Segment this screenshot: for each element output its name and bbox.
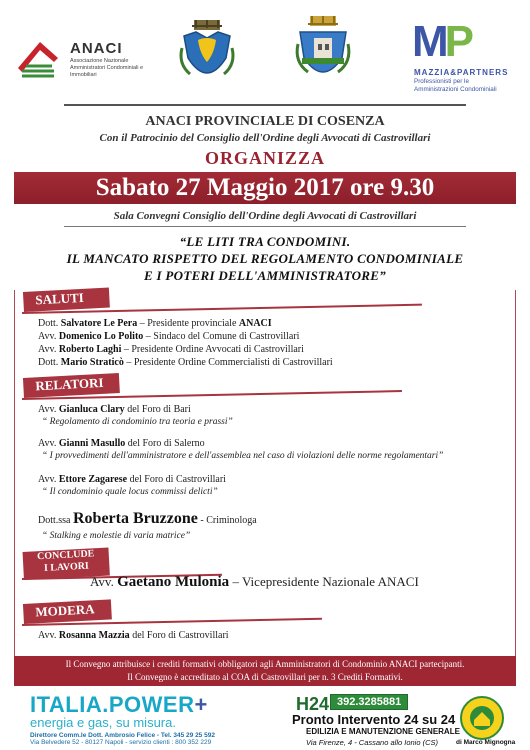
- date-banner: [14, 172, 516, 204]
- relatori-label: RELATORI: [23, 373, 120, 398]
- italia-power-name: ITALIA.POWER+: [30, 692, 208, 717]
- event-venue: Sala Convegni Consiglio dell'Ordine degli Avvocati di Castrovillari: [113, 210, 417, 222]
- anaci-logo: [14, 32, 164, 94]
- cassano-crest-icon: [292, 14, 354, 86]
- italia-power-logo: [30, 692, 230, 746]
- italia-power-address: Via Belvedere 52 - 80127 Napoli - servizio clienti : 800 352 229: [30, 739, 212, 746]
- topic-line-3: E I POTERI DELL'AMMINISTRATORE”: [143, 268, 387, 283]
- event-organizer: ANACI PROVINCIALE DI COSENZA: [145, 114, 385, 129]
- conclude-speaker: Avv. Gaetano Mulonia – Vicepresidente Nazionale ANACI: [90, 574, 419, 590]
- credits-line-1: Il Convegno attribuisce i crediti formativi obbligatori agli Amministratori di Condominio ANACI partecipanti.: [65, 659, 465, 669]
- pronto-intervento: Pronto Intervento 24 su 24: [292, 712, 456, 727]
- mp-letters: MP: [412, 17, 471, 66]
- saluti-item: Avv. Domenico Lo Polito – Sindaco del Comune di Castrovillari: [38, 331, 300, 342]
- italia-power-contact: Direttore Comm.le Dott. Ambrosio Felice - Tel. 345 29 25 592: [30, 732, 215, 739]
- mp-tagline: Professionisti per le Amministrazioni Condominiali: [414, 78, 497, 93]
- anaci-roof-icon: [14, 36, 62, 84]
- divider: [64, 226, 466, 227]
- credits-banner: [14, 656, 516, 686]
- speaker-item: Avv. Gianni Masullo del Foro di Salerno: [38, 438, 205, 449]
- saluti-item: Dott. Mario Straticò – Presidente Ordine Commercialisti di Castrovillari: [38, 357, 333, 368]
- modera-label: MODERA: [23, 599, 112, 624]
- speaker-item: Dott.ssa Roberta Bruzzone - Criminologa: [38, 510, 257, 527]
- edilizia-generale-badge-icon: [460, 696, 504, 740]
- patronage-line: Con il Patrocinio del Consiglio dell'Ordine degli Avvocati di Castrovillari: [99, 132, 431, 144]
- speaker-talk: “ I provvedimenti dell'amministratore e dell'assemblea nel caso di violazioni delle norme regolamentari”: [42, 451, 444, 461]
- mazzia-partners-logo: [408, 17, 516, 100]
- edilizia-address: Via Firenze, 4 - Cassano allo Ionio (CS): [306, 738, 439, 747]
- saluti-item: Dott. Salvatore Le Pera – Presidente provinciale ANACI: [38, 318, 272, 329]
- speaker-talk: “ Stalking e molestie di varia matrice”: [42, 531, 191, 541]
- speaker-talk: “ Regolamento di condominio tra teoria e prassi”: [42, 417, 233, 427]
- organizza-heading: ORGANIZZA: [204, 148, 325, 168]
- italia-power-slogan: energia e gas, su misura.: [30, 715, 176, 730]
- h24-logo: H24: [296, 694, 330, 714]
- edilizia-label: EDILIZIA E MANUTENZIONE GENERALE: [306, 727, 460, 736]
- castrovillari-crest-icon: [176, 18, 238, 90]
- conclude-label: CONCLUDE I LAVORI: [23, 548, 110, 580]
- anaci-subtitle: Associazione Nazionale Amministratori Condominiali e Immobiliari: [70, 58, 144, 78]
- badge-owner: di Marco Mignogna: [456, 739, 516, 746]
- h24-phone: 392.3285881: [330, 694, 408, 710]
- speaker-item: Avv. Gianluca Clary del Foro di Bari: [38, 404, 191, 415]
- divider: [64, 104, 466, 106]
- topic-line-2: IL MANCATO RISPETTO DEL REGOLAMENTO CONDOMINIALE: [66, 251, 464, 266]
- topic-line-1: “LE LITI TRA CONDOMINI.: [179, 234, 351, 249]
- saluti-label: SALUTI: [23, 288, 110, 312]
- saluti-item: Avv. Roberto Laghi – Presidente Ordine Avvocati di Castrovillari: [38, 344, 304, 355]
- event-date: Sabato 27 Maggio 2017 ore 9.30: [95, 174, 435, 201]
- credits-line-2: Il Convegno è accreditato al COA di Castrovillari per n. 3 Crediti Formativi.: [127, 672, 403, 682]
- speaker-talk: “ Il condominio quale locus commissi delicti”: [42, 487, 218, 497]
- moderator-item: Avv. Rosanna Mazzia del Foro di Castrovillari: [38, 630, 229, 641]
- mp-name: MAZZIA&PARTNERS: [414, 68, 509, 77]
- speaker-item: Avv. Ettore Zagarese del Foro di Castrovillari: [38, 474, 226, 485]
- anaci-name: ANACI: [70, 40, 123, 57]
